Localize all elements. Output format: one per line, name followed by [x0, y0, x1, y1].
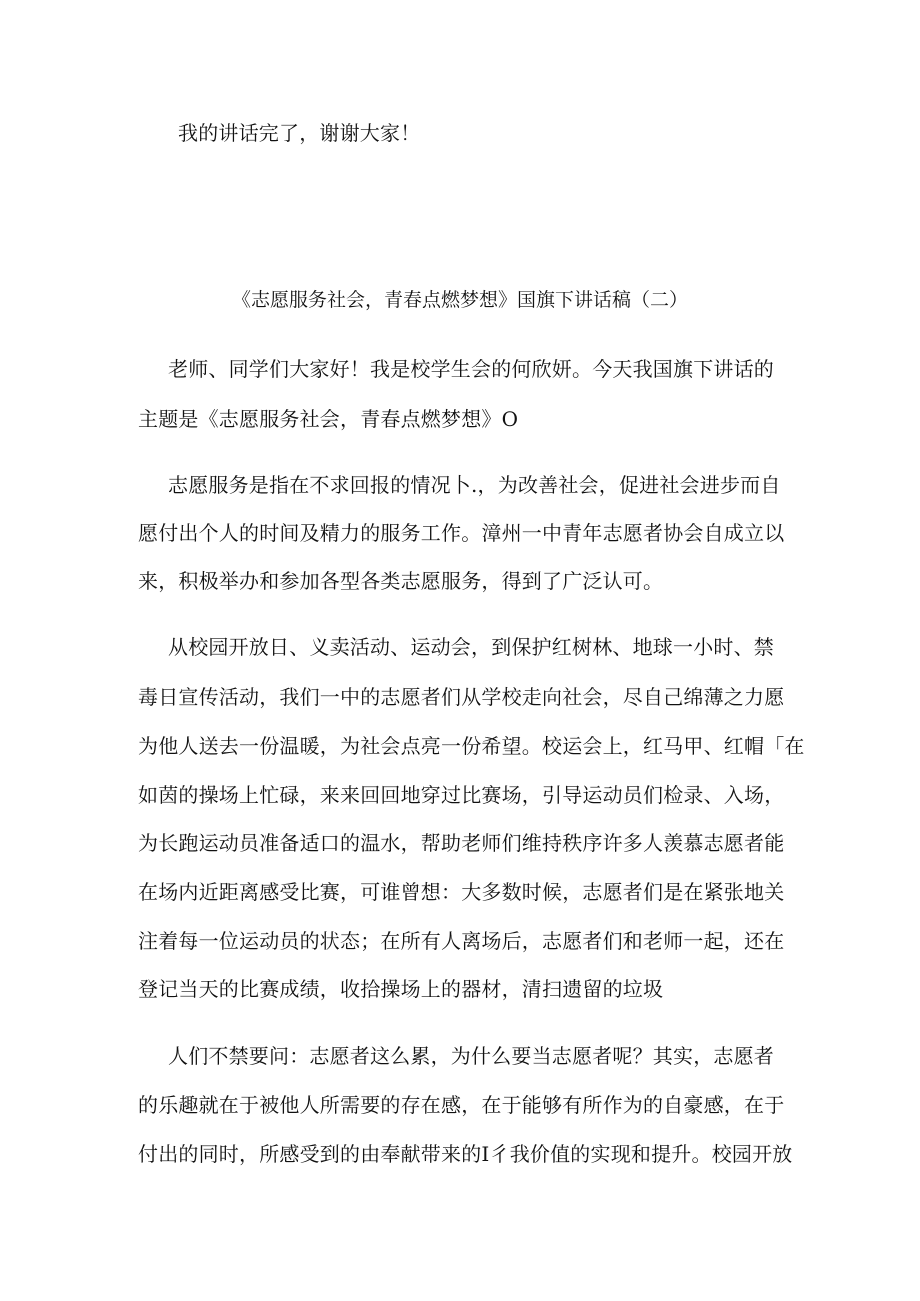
- paragraph-4-line-2: 的乐趣就在于被他人所需要的存在感，在于能够有所作为的自豪感，在于: [138, 1093, 785, 1117]
- paragraph-3-line-2: 毒日宣传活动，我们一中的志愿者们从学校走向社会，尽自己绵薄之力愿: [138, 685, 785, 709]
- paragraph-1-line-2: 主题是《志愿服务社会，青春点燃梦想》O: [138, 407, 519, 431]
- paragraph-3-line-7: 注着每一位运动员的状态；在所有人离场后，志愿者们和老师一起，还在: [138, 929, 785, 953]
- paragraph-4-line-3: 付出的同时，所感受到的由奉献带来的I彳我价值的实现和提升。校园开放: [138, 1142, 793, 1166]
- closing-line: 我的讲话完了，谢谢大家！: [178, 121, 421, 145]
- paragraph-1-line-1: 老师、同学们大家好！我是校学生会的何欣妍。今天我国旗下讲话的: [168, 357, 774, 381]
- paragraph-2-line-3: 来，积极举办和参加各型各类志愿服务，得到了广泛认可。: [138, 569, 664, 593]
- paragraph-2-line-1: 志愿服务是指在不求回报的情况卜.，为改善社会，促进社会进步而自: [168, 473, 781, 497]
- paragraph-3-line-6: 在场内近距离感受比赛，可谁曾想：大多数时候，志愿者们是在紧张地关: [138, 880, 785, 904]
- paragraph-3-line-8: 登记当天的比赛成绩，收拾操场上的器材，清扫遗留的垃圾: [138, 977, 664, 1001]
- paragraph-4-line-1: 人们不禁要问：志愿者这么累，为什么要当志愿者呢？其实，志愿者: [168, 1044, 774, 1068]
- paragraph-2-line-2: 愿付出个人的时间及精力的服务工作。漳州一中青年志愿者协会自成立以: [138, 521, 785, 545]
- paragraph-3-line-3: 为他人送去一份温暖，为社会点亮一份希望。校运会上，红马甲、红帽「在: [138, 734, 805, 758]
- paragraph-3-line-5: 为长跑运动员准备适口的温水，帮助老师们维持秩序许多人羡慕志愿者能: [138, 831, 785, 855]
- speech-title: 《志愿服务社会，青春点燃梦想》国旗下讲话稿（二）: [231, 289, 688, 311]
- paragraph-3-line-1: 从校园开放日、义卖活动、运动会，到保护红树林、地球一小时、禁: [168, 635, 774, 659]
- paragraph-3-line-4: 如茵的操场上忙碌，来来回回地穿过比赛场，引导运动员们检录、入场，: [138, 783, 785, 807]
